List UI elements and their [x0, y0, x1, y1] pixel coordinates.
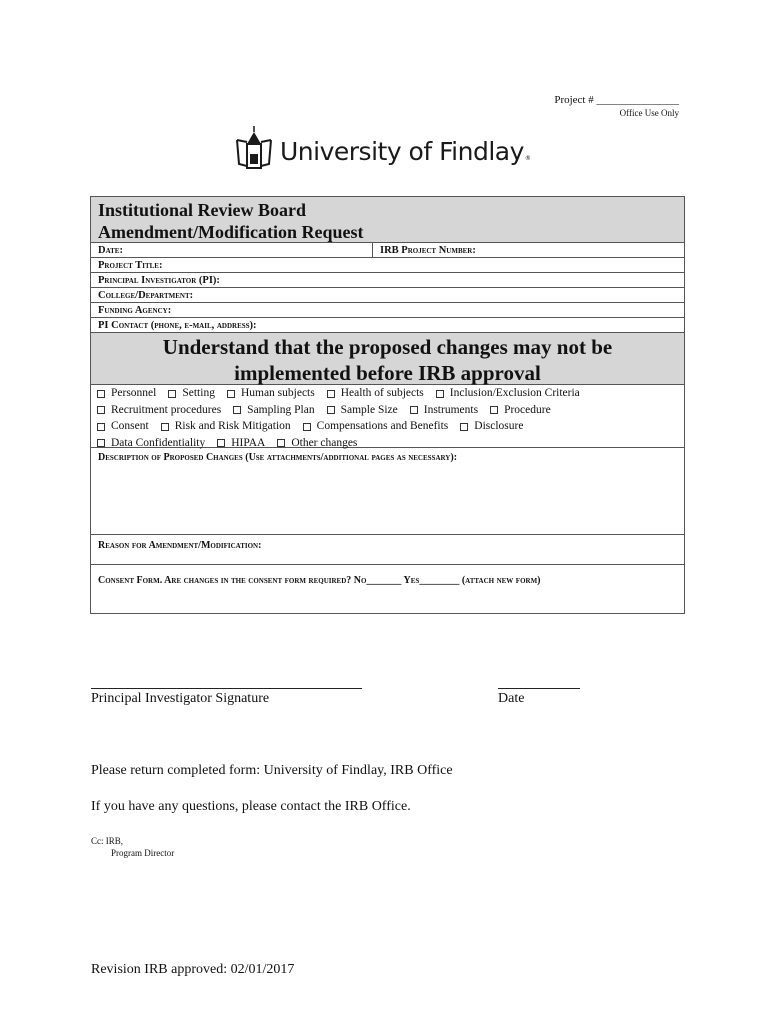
checkbox-label: Health of subjects — [340, 387, 424, 399]
checkbox-square-icon[interactable] — [410, 406, 418, 414]
checkbox-square-icon[interactable] — [168, 390, 176, 398]
checkbox-disclosure[interactable] — [460, 419, 523, 434]
checkbox-square-icon[interactable] — [327, 406, 335, 414]
checkbox-label: Sampling Plan — [247, 403, 315, 416]
checkbox-label: Setting — [182, 387, 215, 399]
office-use-note: Office Use Only — [619, 108, 679, 118]
checkbox-square-icon[interactable] — [97, 423, 105, 431]
checkbox-square-icon[interactable] — [97, 439, 105, 447]
date-row — [91, 243, 684, 258]
checkbox-square-icon[interactable] — [161, 423, 169, 431]
checkbox-square-icon[interactable] — [227, 390, 235, 398]
form-title-line1: Institutional Review Board — [98, 200, 307, 220]
checkbox-label: HIPAA — [231, 436, 266, 449]
checkbox-square-icon[interactable] — [97, 406, 105, 414]
checkbox-label: Compensations and Benefits — [316, 420, 449, 432]
date-label: Date — [498, 691, 525, 706]
checkbox-label: Instruments — [423, 403, 479, 416]
irb-form — [90, 196, 685, 614]
pi-signature-label: Principal Investigator Signature — [91, 691, 270, 706]
bell-tower-icon — [234, 124, 274, 172]
funding-agency-field[interactable]: Funding Agency: — [91, 303, 684, 318]
checkbox-setting[interactable] — [168, 386, 215, 401]
checkbox-label: Disclosure — [474, 420, 524, 432]
approval-banner — [91, 333, 684, 385]
checkbox-row — [97, 386, 680, 403]
checkbox-sample-size[interactable] — [327, 403, 398, 418]
checkbox-procedure[interactable] — [490, 403, 551, 418]
checkbox-human-subjects[interactable] — [227, 386, 315, 401]
checkbox-label: Personnel — [111, 387, 157, 399]
checkbox-label: Consent — [111, 420, 149, 432]
form-title-box — [91, 197, 684, 243]
checkbox-square-icon[interactable] — [436, 390, 444, 398]
checkbox-square-icon[interactable] — [277, 439, 285, 447]
checkbox-hipaa[interactable] — [217, 436, 265, 451]
checkbox-compensations-and-benefits[interactable] — [303, 419, 449, 434]
pi-signature-line[interactable] — [91, 688, 362, 689]
checkbox-personnel[interactable] — [97, 386, 156, 401]
checkbox-label: Human subjects — [240, 387, 315, 399]
checkbox-consent[interactable] — [97, 419, 149, 434]
reason-field[interactable]: Reason for Amendment/Modification: — [91, 535, 684, 565]
checkbox-label: Procedure — [504, 403, 551, 416]
checkbox-label: Risk and Risk Mitigation — [174, 420, 291, 432]
logo-text: University of Findlay — [280, 137, 524, 166]
checkbox-other-changes[interactable] — [277, 436, 357, 451]
project-title-field[interactable]: Project Title: — [91, 258, 684, 273]
revision-note: Revision IRB approved: 02/01/2017 — [91, 962, 295, 977]
irb-project-number-field[interactable]: IRB Project Number: — [380, 245, 476, 256]
checkbox-recruitment-procedures[interactable] — [97, 403, 221, 418]
checkbox-label: Inclusion/Exclusion Criteria — [449, 387, 580, 399]
form-title-line2: Amendment/Modification Request — [98, 222, 364, 242]
return-instructions: Please return completed form: University of Findlay, IRB Office — [91, 763, 453, 778]
logo-trademark: ® — [524, 155, 531, 162]
checkbox-sampling-plan[interactable] — [233, 403, 314, 418]
date-field[interactable]: Date: — [91, 243, 373, 257]
change-type-checkboxes — [91, 385, 684, 448]
checkbox-square-icon[interactable] — [233, 406, 241, 414]
cc-line-1: Cc: IRB, — [91, 836, 124, 846]
checkbox-square-icon[interactable] — [217, 439, 225, 447]
college-department-field[interactable]: College/Department: — [91, 288, 684, 303]
checkbox-data-confidentiality[interactable] — [97, 436, 205, 451]
checkbox-label: Other changes — [291, 436, 358, 449]
date-signature-line[interactable] — [498, 688, 580, 689]
checkbox-row — [97, 403, 680, 420]
project-number-field: Project # _______________ — [554, 94, 679, 106]
checkbox-square-icon[interactable] — [490, 406, 498, 414]
questions-note: If you have any questions, please contact the IRB Office. — [91, 799, 411, 814]
university-logo — [234, 124, 531, 172]
cc-line-2: Program Director — [111, 848, 175, 858]
pi-contact-field[interactable]: PI Contact (phone, e-mail, address): — [91, 318, 684, 333]
banner-line2: implemented before IRB approval — [234, 361, 541, 385]
description-field[interactable]: Description of Proposed Changes (Use attachments/additional pages as necessary): — [91, 448, 684, 535]
checkbox-label: Recruitment procedures — [111, 403, 222, 416]
checkbox-inclusion-exclusion-criteria[interactable] — [436, 386, 580, 401]
checkbox-instruments[interactable] — [410, 403, 478, 418]
checkbox-square-icon[interactable] — [97, 390, 105, 398]
checkbox-risk-and-risk-mitigation[interactable] — [161, 419, 291, 434]
checkbox-square-icon[interactable] — [303, 423, 311, 431]
checkbox-square-icon[interactable] — [460, 423, 468, 431]
checkbox-health-of-subjects[interactable] — [327, 386, 424, 401]
banner-line1: Understand that the proposed changes may not be — [162, 335, 613, 359]
checkbox-label: Data Confidentiality — [111, 436, 206, 449]
checkbox-row — [97, 419, 680, 436]
consent-form-field[interactable]: Consent Form. Are changes in the consent form required? No_______ Yes________ (attach new form) — [98, 575, 541, 586]
principal-investigator-field[interactable]: Principal Investigator (PI): — [91, 273, 684, 288]
checkbox-label: Sample Size — [340, 403, 398, 416]
checkbox-square-icon[interactable] — [327, 390, 335, 398]
